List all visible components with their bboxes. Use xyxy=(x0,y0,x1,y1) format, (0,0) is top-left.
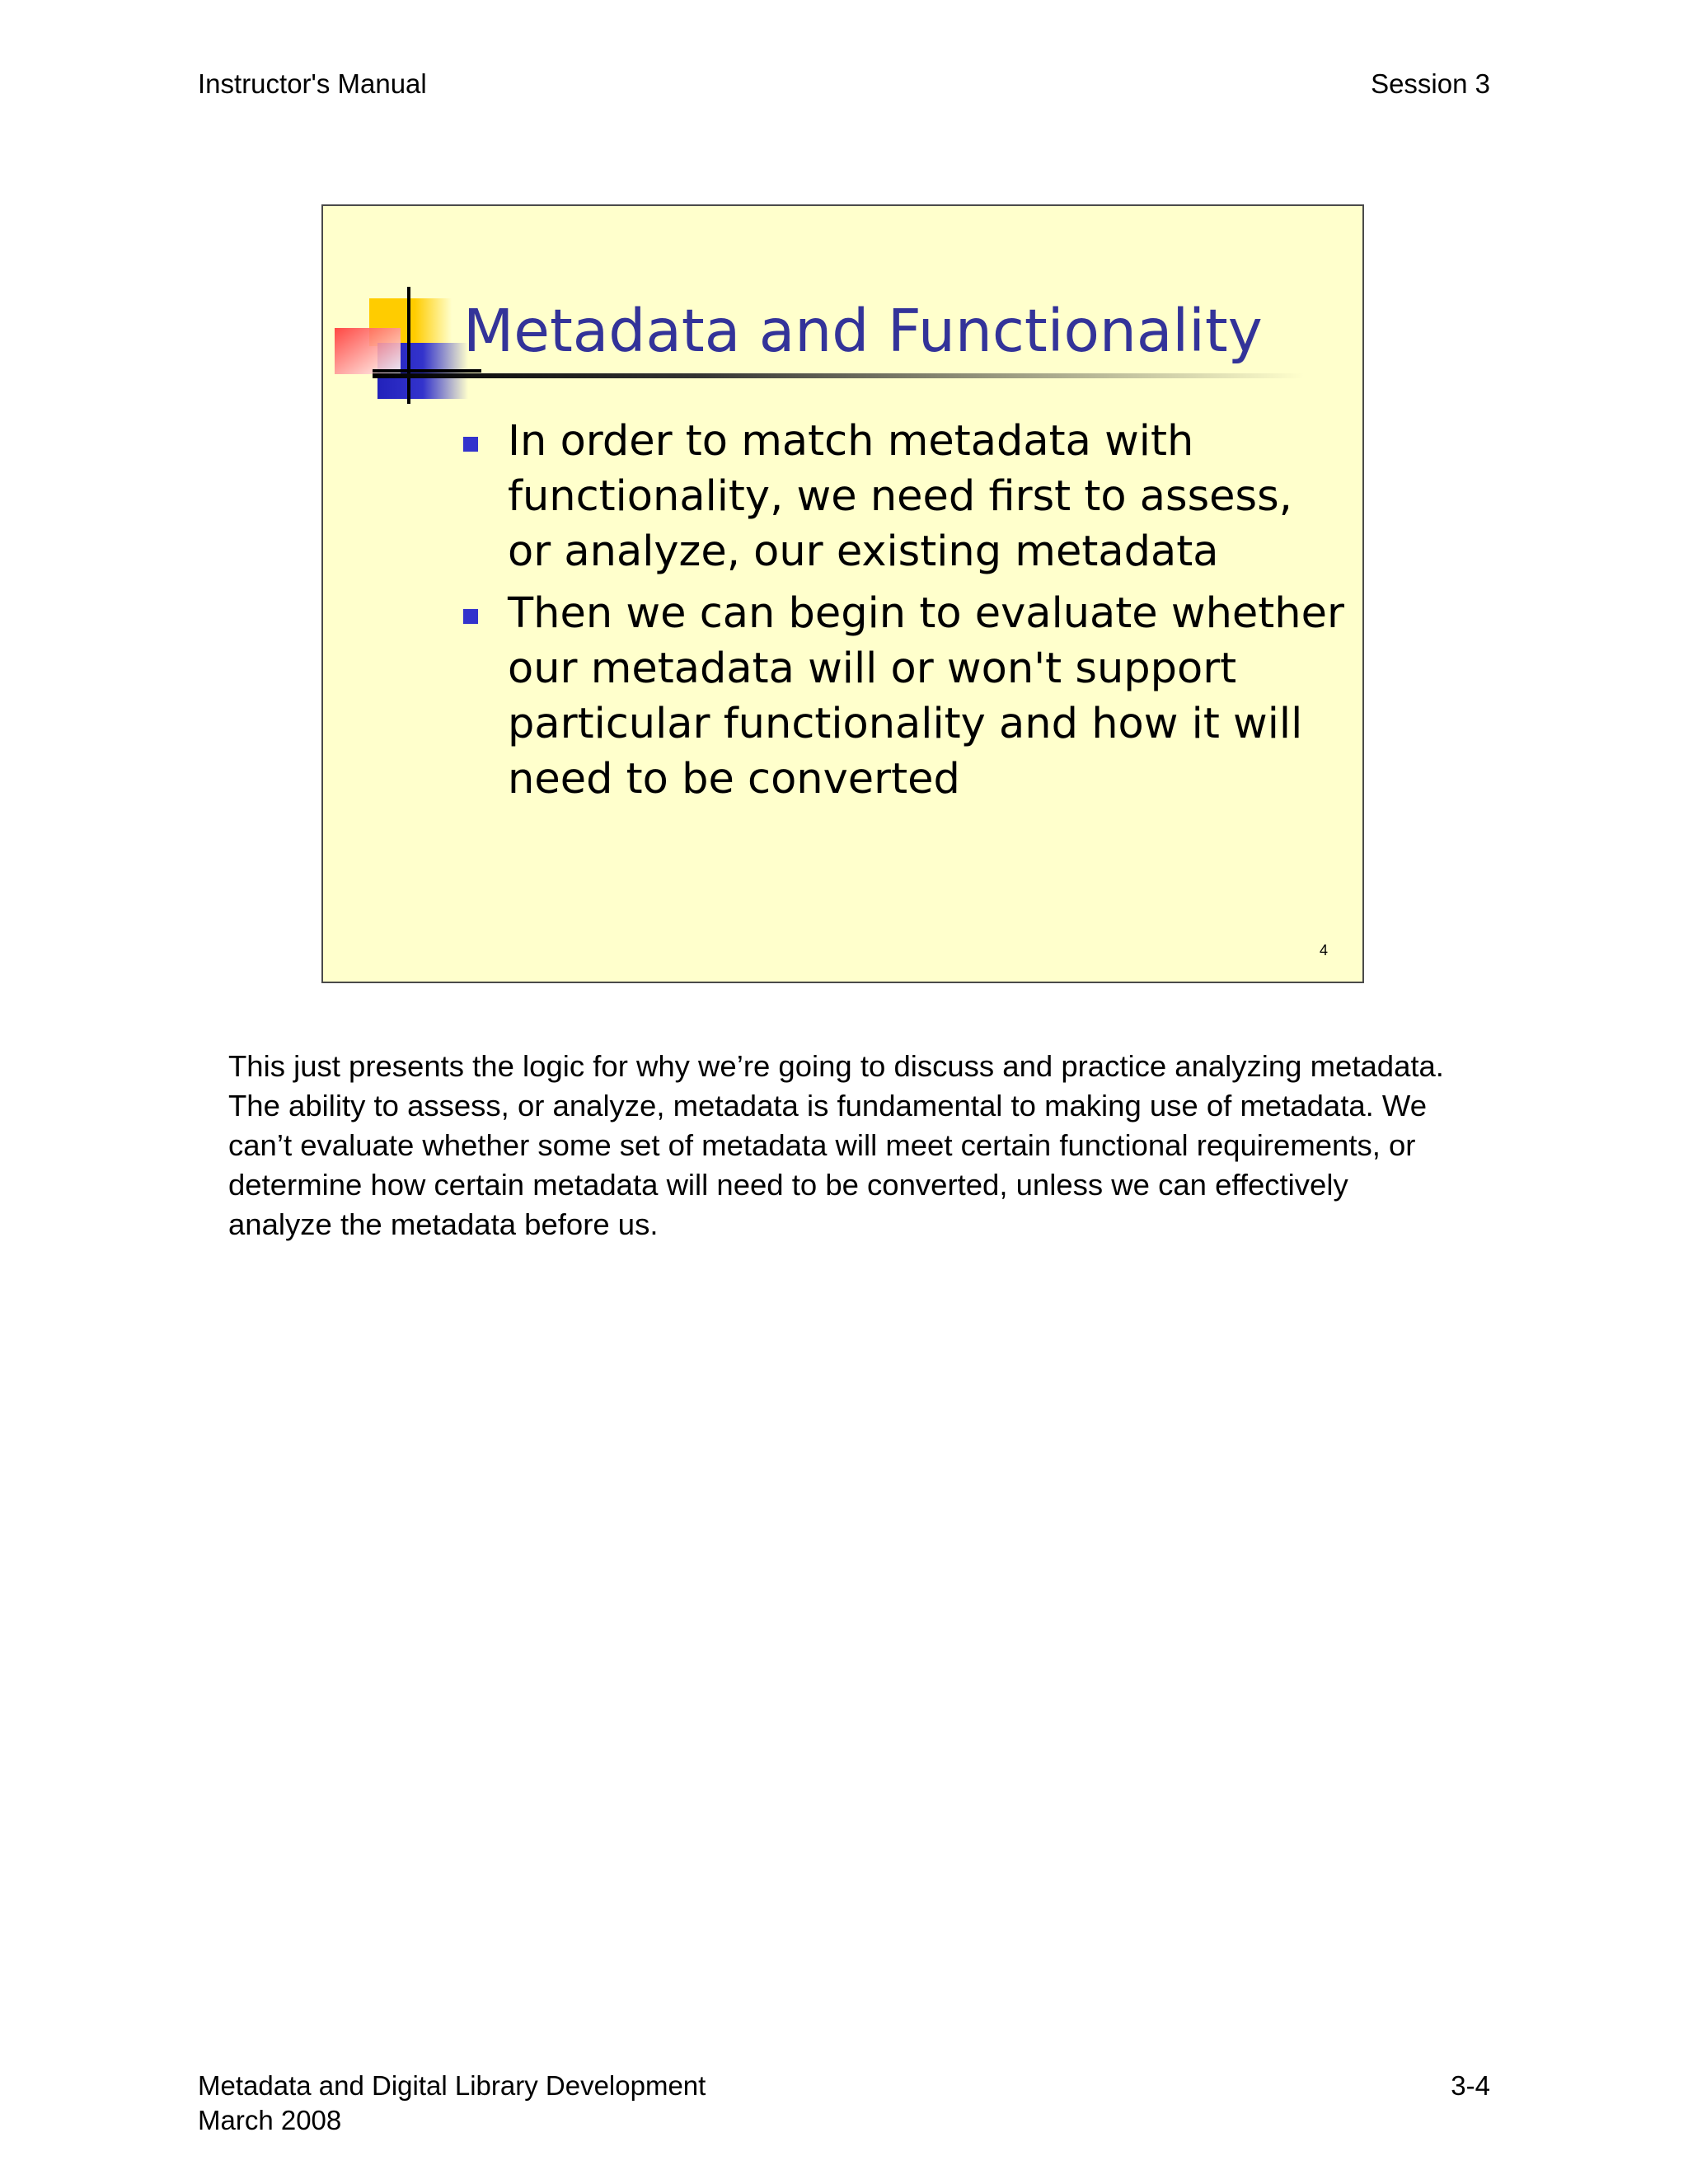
footer-course-title: Metadata and Digital Library Development xyxy=(198,2070,706,2101)
footer-left xyxy=(198,2069,706,2138)
slide-number: 4 xyxy=(1319,942,1328,958)
header-manual-title: Instructor's Manual xyxy=(198,68,427,99)
footer-page-number: 3-4 xyxy=(1451,2070,1490,2101)
slide-bullet-text: Then we can begin to evaluate whether our metadata will or won't support particular functionality and how it will need to be converted xyxy=(508,589,1344,804)
slide-bullet-list xyxy=(463,414,1345,813)
slide-title: Metadata and Functionality xyxy=(463,297,1263,365)
slide-bullet-text: In order to match metadata with functionality, we need first to assess, or analyze, our existing metadata xyxy=(508,417,1292,576)
slide-title-underline xyxy=(373,373,1304,378)
square-bullet-icon xyxy=(463,437,478,452)
footer-date: March 2008 xyxy=(198,2105,342,2135)
slide-thumbnail xyxy=(321,204,1364,983)
instructor-notes: This just presents the logic for why we’re going to discuss and practice analyzing metadata. The ability to assess, or analyze, metadata is fundamental to making use of metadata. We can’t evaluate whether some set of metadata will meet certain functional requirements, or determine how certain metadata will need to be converted, unless we can effectively analyze the metadata before us. xyxy=(228,1049,1444,1241)
slide-bullet-2 xyxy=(463,586,1345,807)
header-session: Session 3 xyxy=(1371,68,1490,99)
slide-bullet-1 xyxy=(463,414,1345,579)
square-bullet-icon xyxy=(463,609,478,624)
